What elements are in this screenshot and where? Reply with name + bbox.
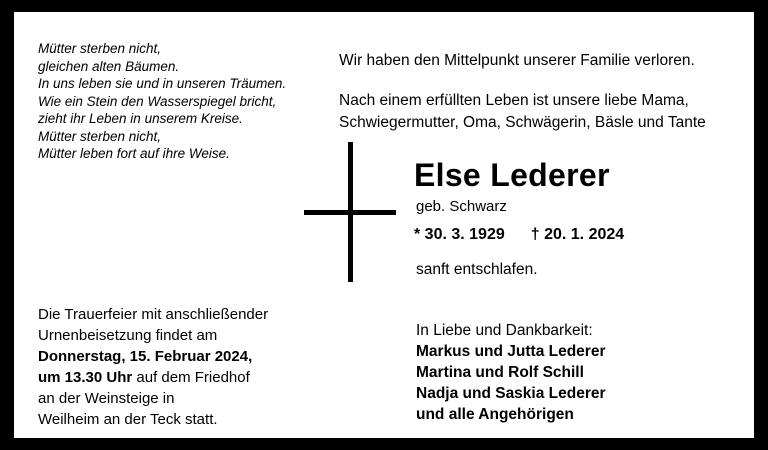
funeral-line-1: Die Trauerfeier mit anschließender (38, 306, 269, 323)
funeral-time: um 13.30 Uhr (38, 369, 133, 386)
funeral-details (38, 304, 338, 430)
intro-line-1: Wir haben den Mittelpunkt unserer Familie verloren. (339, 52, 695, 69)
poem-block (38, 40, 328, 163)
intro-line-2b: Schwiegermutter, Oma, Schwägerin, Bäsle und Tante (339, 114, 706, 131)
deceased-name: Else Lederer (414, 157, 610, 193)
funeral-line-6: Weilheim an der Teck statt. (38, 411, 218, 428)
life-dates (414, 226, 624, 244)
cross-horizontal-bar (304, 210, 396, 215)
poem-line-1: Mütter sterben nicht, (38, 41, 162, 56)
maiden-name: geb. Schwarz (416, 198, 507, 215)
intro-line-2a: Nach einem erfüllten Leben ist unsere liebe Mama, (339, 92, 689, 109)
intro-line-2 (339, 90, 739, 134)
family-heading: In Liebe und Dankbarkeit: (416, 322, 593, 339)
funeral-line-3: Donnerstag, 15. Februar 2024, (38, 348, 253, 365)
obituary-inner (14, 12, 754, 438)
poem-line-2: gleichen alten Bäumen. (38, 58, 180, 74)
obituary-card (14, 12, 754, 438)
family-member-4: und alle Angehörigen (416, 406, 574, 423)
poem-line-5: zieht ihr Leben in unserem Kreise. (38, 111, 243, 126)
family-member-1: Markus und Jutta Lederer (416, 343, 606, 360)
birth-date: * 30. 3. 1929 (414, 226, 505, 243)
poem-line-7: Mütter leben fort auf ihre Weise. (38, 146, 230, 161)
passed-text: sanft entschlafen. (416, 261, 538, 278)
funeral-line-5: an der Weinsteige in (38, 390, 175, 407)
poem-line-6: Mütter sterben nicht, (38, 128, 162, 144)
family-block (416, 320, 606, 425)
family-member-2: Martina und Rolf Schill (416, 364, 584, 381)
cross-icon (304, 142, 394, 282)
poem-line-4: Wie ein Stein den Wasserspiegel bricht, (38, 93, 277, 109)
funeral-line-4: um 13.30 Uhr auf dem Friedhof (38, 369, 250, 386)
funeral-line-2: Urnenbeisetzung findet am (38, 327, 218, 344)
poem-line-3: In uns leben sie und in unseren Träumen. (38, 76, 287, 91)
death-date: † 20. 1. 2024 (530, 226, 625, 243)
family-member-3: Nadja und Saskia Lederer (416, 385, 606, 402)
